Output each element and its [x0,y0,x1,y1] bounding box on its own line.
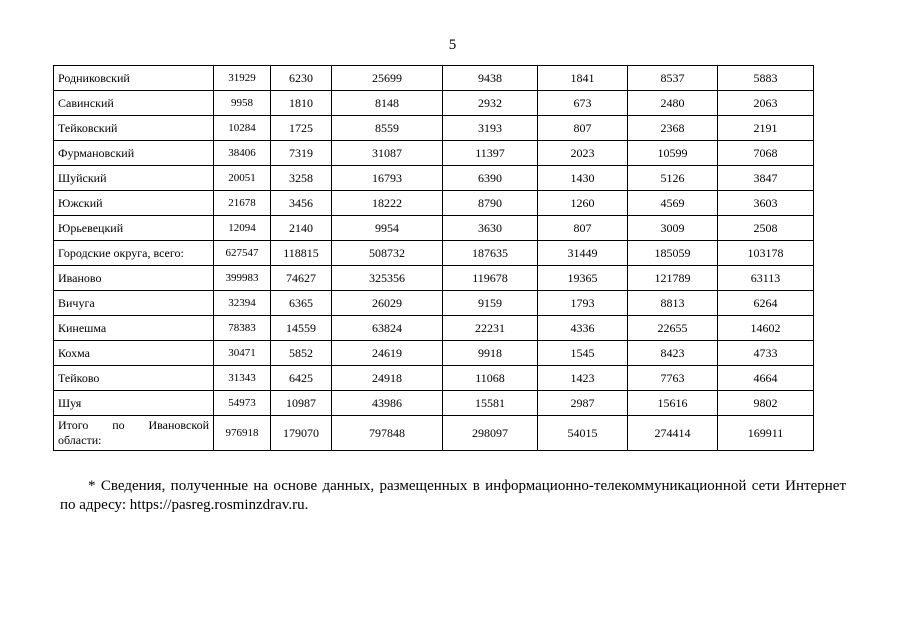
table-cell: 8423 [628,341,718,366]
table-cell: 6390 [443,166,538,191]
table-cell: 26029 [332,291,443,316]
table-cell: 2140 [271,216,332,241]
table-cell: 54015 [538,416,628,451]
row-name: Кинешма [54,316,214,341]
table-cell: 103178 [718,241,814,266]
row-name: Городские округа, всего: [54,241,214,266]
row-name: Тейковский [54,116,214,141]
table-cell: 22231 [443,316,538,341]
table-cell: 15616 [628,391,718,416]
table-cell: 7319 [271,141,332,166]
table-cell: 3193 [443,116,538,141]
table-cell: 5852 [271,341,332,366]
table-cell: 7068 [718,141,814,166]
table-cell: 9438 [443,66,538,91]
table-cell: 8537 [628,66,718,91]
table-cell: 32394 [214,291,271,316]
row-name: Южский [54,191,214,216]
table-cell: 2987 [538,391,628,416]
table-cell: 2368 [628,116,718,141]
table-cell: 1725 [271,116,332,141]
table-row [54,191,814,216]
row-name: Юрьевецкий [54,216,214,241]
population-table [53,65,814,451]
table-cell: 74627 [271,266,332,291]
table-cell: 9954 [332,216,443,241]
row-name: Иваново [54,266,214,291]
table-row [54,91,814,116]
table-cell: 179070 [271,416,332,451]
table-cell: 78383 [214,316,271,341]
table-cell: 5883 [718,66,814,91]
table-row [54,216,814,241]
row-name: Тейково [54,366,214,391]
table-cell: 22655 [628,316,718,341]
table-cell: 6425 [271,366,332,391]
table-cell: 399983 [214,266,271,291]
table-cell: 4569 [628,191,718,216]
table-cell: 3630 [443,216,538,241]
table-cell: 63113 [718,266,814,291]
table-cell: 2063 [718,91,814,116]
table-cell: 2023 [538,141,628,166]
table-row [54,291,814,316]
table-cell: 31449 [538,241,628,266]
table-cell: 6264 [718,291,814,316]
table-cell: 31343 [214,366,271,391]
row-name: Кохма [54,341,214,366]
table-cell: 38406 [214,141,271,166]
table-cell: 10599 [628,141,718,166]
table-cell: 298097 [443,416,538,451]
table-cell: 118815 [271,241,332,266]
table-cell: 8148 [332,91,443,116]
table-cell: 8813 [628,291,718,316]
table-cell: 6230 [271,66,332,91]
table-cell: 673 [538,91,628,116]
table-row [54,341,814,366]
footnote: * Сведения, полученные на основе данных, размещенных в информационно-телекоммуникационной сети Интернет по адресу: https://pasreg.rosminzdrav.ru. [60,478,846,513]
table-row [54,166,814,191]
table-row [54,316,814,341]
table-cell: 3603 [718,191,814,216]
table-cell: 25699 [332,66,443,91]
table-cell: 18222 [332,191,443,216]
row-name: Шуя [54,391,214,416]
table-cell: 15581 [443,391,538,416]
table-row [54,66,814,91]
table-cell: 185059 [628,241,718,266]
table-cell: 807 [538,116,628,141]
table-cell: 8559 [332,116,443,141]
table-cell: 14559 [271,316,332,341]
table-cell: 4733 [718,341,814,366]
table-cell: 1841 [538,66,628,91]
table-cell: 2191 [718,116,814,141]
table-cell: 12094 [214,216,271,241]
table-row [54,116,814,141]
table-cell: 20051 [214,166,271,191]
table-row [54,416,814,451]
table-cell: 1793 [538,291,628,316]
table-cell: 807 [538,216,628,241]
table-cell: 9918 [443,341,538,366]
table-cell: 627547 [214,241,271,266]
table-cell: 21678 [214,191,271,216]
table-cell: 11068 [443,366,538,391]
row-name: Вичуга [54,291,214,316]
row-name: Савинский [54,91,214,116]
row-name: Итого по Ивановской области: [54,416,214,451]
table-cell: 1423 [538,366,628,391]
table-cell: 9159 [443,291,538,316]
row-name: Шуйский [54,166,214,191]
table-cell: 24619 [332,341,443,366]
table-cell: 54973 [214,391,271,416]
table-cell: 10284 [214,116,271,141]
table-cell: 4336 [538,316,628,341]
page-number: 5 [448,37,457,53]
table-cell: 3847 [718,166,814,191]
table-cell: 169911 [718,416,814,451]
table-row [54,241,814,266]
table-cell: 2480 [628,91,718,116]
table-row [54,141,814,166]
table-cell: 8790 [443,191,538,216]
table-row [54,366,814,391]
table-cell: 19365 [538,266,628,291]
table-cell: 7763 [628,366,718,391]
table-cell: 187635 [443,241,538,266]
table-cell: 4664 [718,366,814,391]
table-cell: 2508 [718,216,814,241]
table-cell: 9802 [718,391,814,416]
table-cell: 797848 [332,416,443,451]
table-cell: 1810 [271,91,332,116]
table-cell: 121789 [628,266,718,291]
table-row [54,391,814,416]
table-cell: 976918 [214,416,271,451]
table-row [54,266,814,291]
table-cell: 30471 [214,341,271,366]
table-cell: 6365 [271,291,332,316]
table-cell: 11397 [443,141,538,166]
table-cell: 9958 [214,91,271,116]
table-cell: 1545 [538,341,628,366]
table-cell: 2932 [443,91,538,116]
row-name: Родниковский [54,66,214,91]
table-cell: 274414 [628,416,718,451]
table-cell: 3456 [271,191,332,216]
table-cell: 1430 [538,166,628,191]
table-cell: 1260 [538,191,628,216]
table-cell: 31087 [332,141,443,166]
table-cell: 10987 [271,391,332,416]
table-cell: 63824 [332,316,443,341]
table-cell: 508732 [332,241,443,266]
table-cell: 5126 [628,166,718,191]
table-cell: 325356 [332,266,443,291]
table-cell: 43986 [332,391,443,416]
table-cell: 24918 [332,366,443,391]
table-cell: 16793 [332,166,443,191]
table-cell: 3258 [271,166,332,191]
table-cell: 14602 [718,316,814,341]
row-name: Фурмановский [54,141,214,166]
table-cell: 31929 [214,66,271,91]
table-cell: 3009 [628,216,718,241]
table-cell: 119678 [443,266,538,291]
